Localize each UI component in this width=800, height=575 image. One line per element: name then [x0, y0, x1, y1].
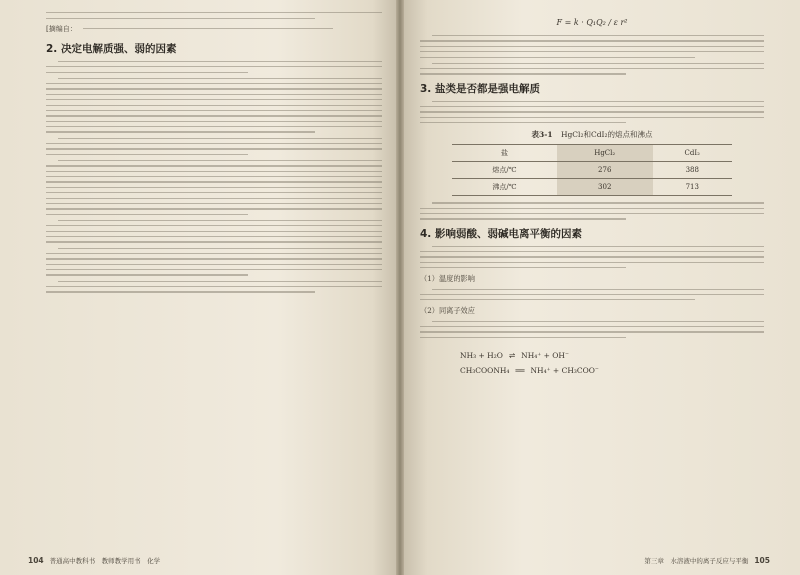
chapter-footer: 第三章 水溶液中的离子反应与平衡 [644, 557, 749, 565]
paragraph-r1 [420, 63, 764, 75]
formula-explanation [420, 35, 764, 58]
intro-paragraph [46, 12, 382, 19]
equation-ammonium-acetate: CH₃COONH₄ ══ NH₄⁺ + CH₃COO⁻ [460, 365, 599, 375]
subhead-temperature: （1）温度的影响 [420, 274, 475, 284]
table-header-row [452, 145, 732, 162]
table-cell: 沸点/℃ [452, 179, 557, 196]
paragraph-6 [46, 281, 382, 293]
paragraph-r5 [420, 289, 764, 301]
footer-text: 普通高中教科书 教师教学用书 化学 [49, 557, 161, 565]
paragraph-r3 [420, 202, 764, 219]
table-cell: 276 [557, 162, 653, 179]
paragraph-3 [46, 160, 382, 215]
table-row [452, 162, 732, 179]
paragraph-2 [46, 138, 382, 155]
paragraph-5 [46, 248, 382, 276]
table-cell: 388 [653, 162, 732, 179]
paragraph-strong-weak-intro [46, 61, 382, 73]
right-footer [644, 556, 770, 565]
section-heading-4: 4. 影响弱酸、弱碱电离平衡的因素 [420, 227, 582, 240]
spine-gutter [396, 0, 404, 575]
section-heading-2: 2. 决定电解质强、弱的因素 [46, 42, 177, 55]
table-header-cell: CdI₂ [653, 145, 732, 162]
left-page [0, 0, 396, 575]
section-heading-3: 3. 盐类是否都是强电解质 [420, 82, 540, 95]
right-page [404, 0, 800, 575]
paragraph-r2 [420, 101, 764, 124]
coulomb-formula: F = k · Q₁Q₂ / ε r² [556, 18, 628, 27]
table-row [452, 179, 732, 196]
table-cell: 713 [653, 179, 732, 196]
left-footer [28, 556, 160, 565]
page-number: 105 [754, 556, 770, 565]
equation-block [460, 348, 764, 378]
table-header-cell: 盐 [452, 145, 557, 162]
table-cell: 302 [557, 179, 653, 196]
paragraph-r4 [420, 246, 764, 269]
paragraph-4 [46, 220, 382, 243]
subhead-common-ion: （2）同离子效应 [420, 306, 475, 316]
melting-boiling-table [452, 144, 732, 196]
page-number: 104 [28, 556, 44, 565]
table-cell: 熔点/℃ [452, 162, 557, 179]
table-caption: 表3-1 HgCl₂和CdI₂的熔点和沸点 [531, 130, 653, 140]
citation: [摘编自： [46, 24, 382, 35]
equation-ammonia: NH₃ + H₂O ⇌ NH₄⁺ + OH⁻ [460, 350, 569, 360]
paragraph-r6 [420, 321, 764, 338]
table-header-cell: HgCl₂ [557, 145, 653, 162]
paragraph-1 [46, 78, 382, 133]
